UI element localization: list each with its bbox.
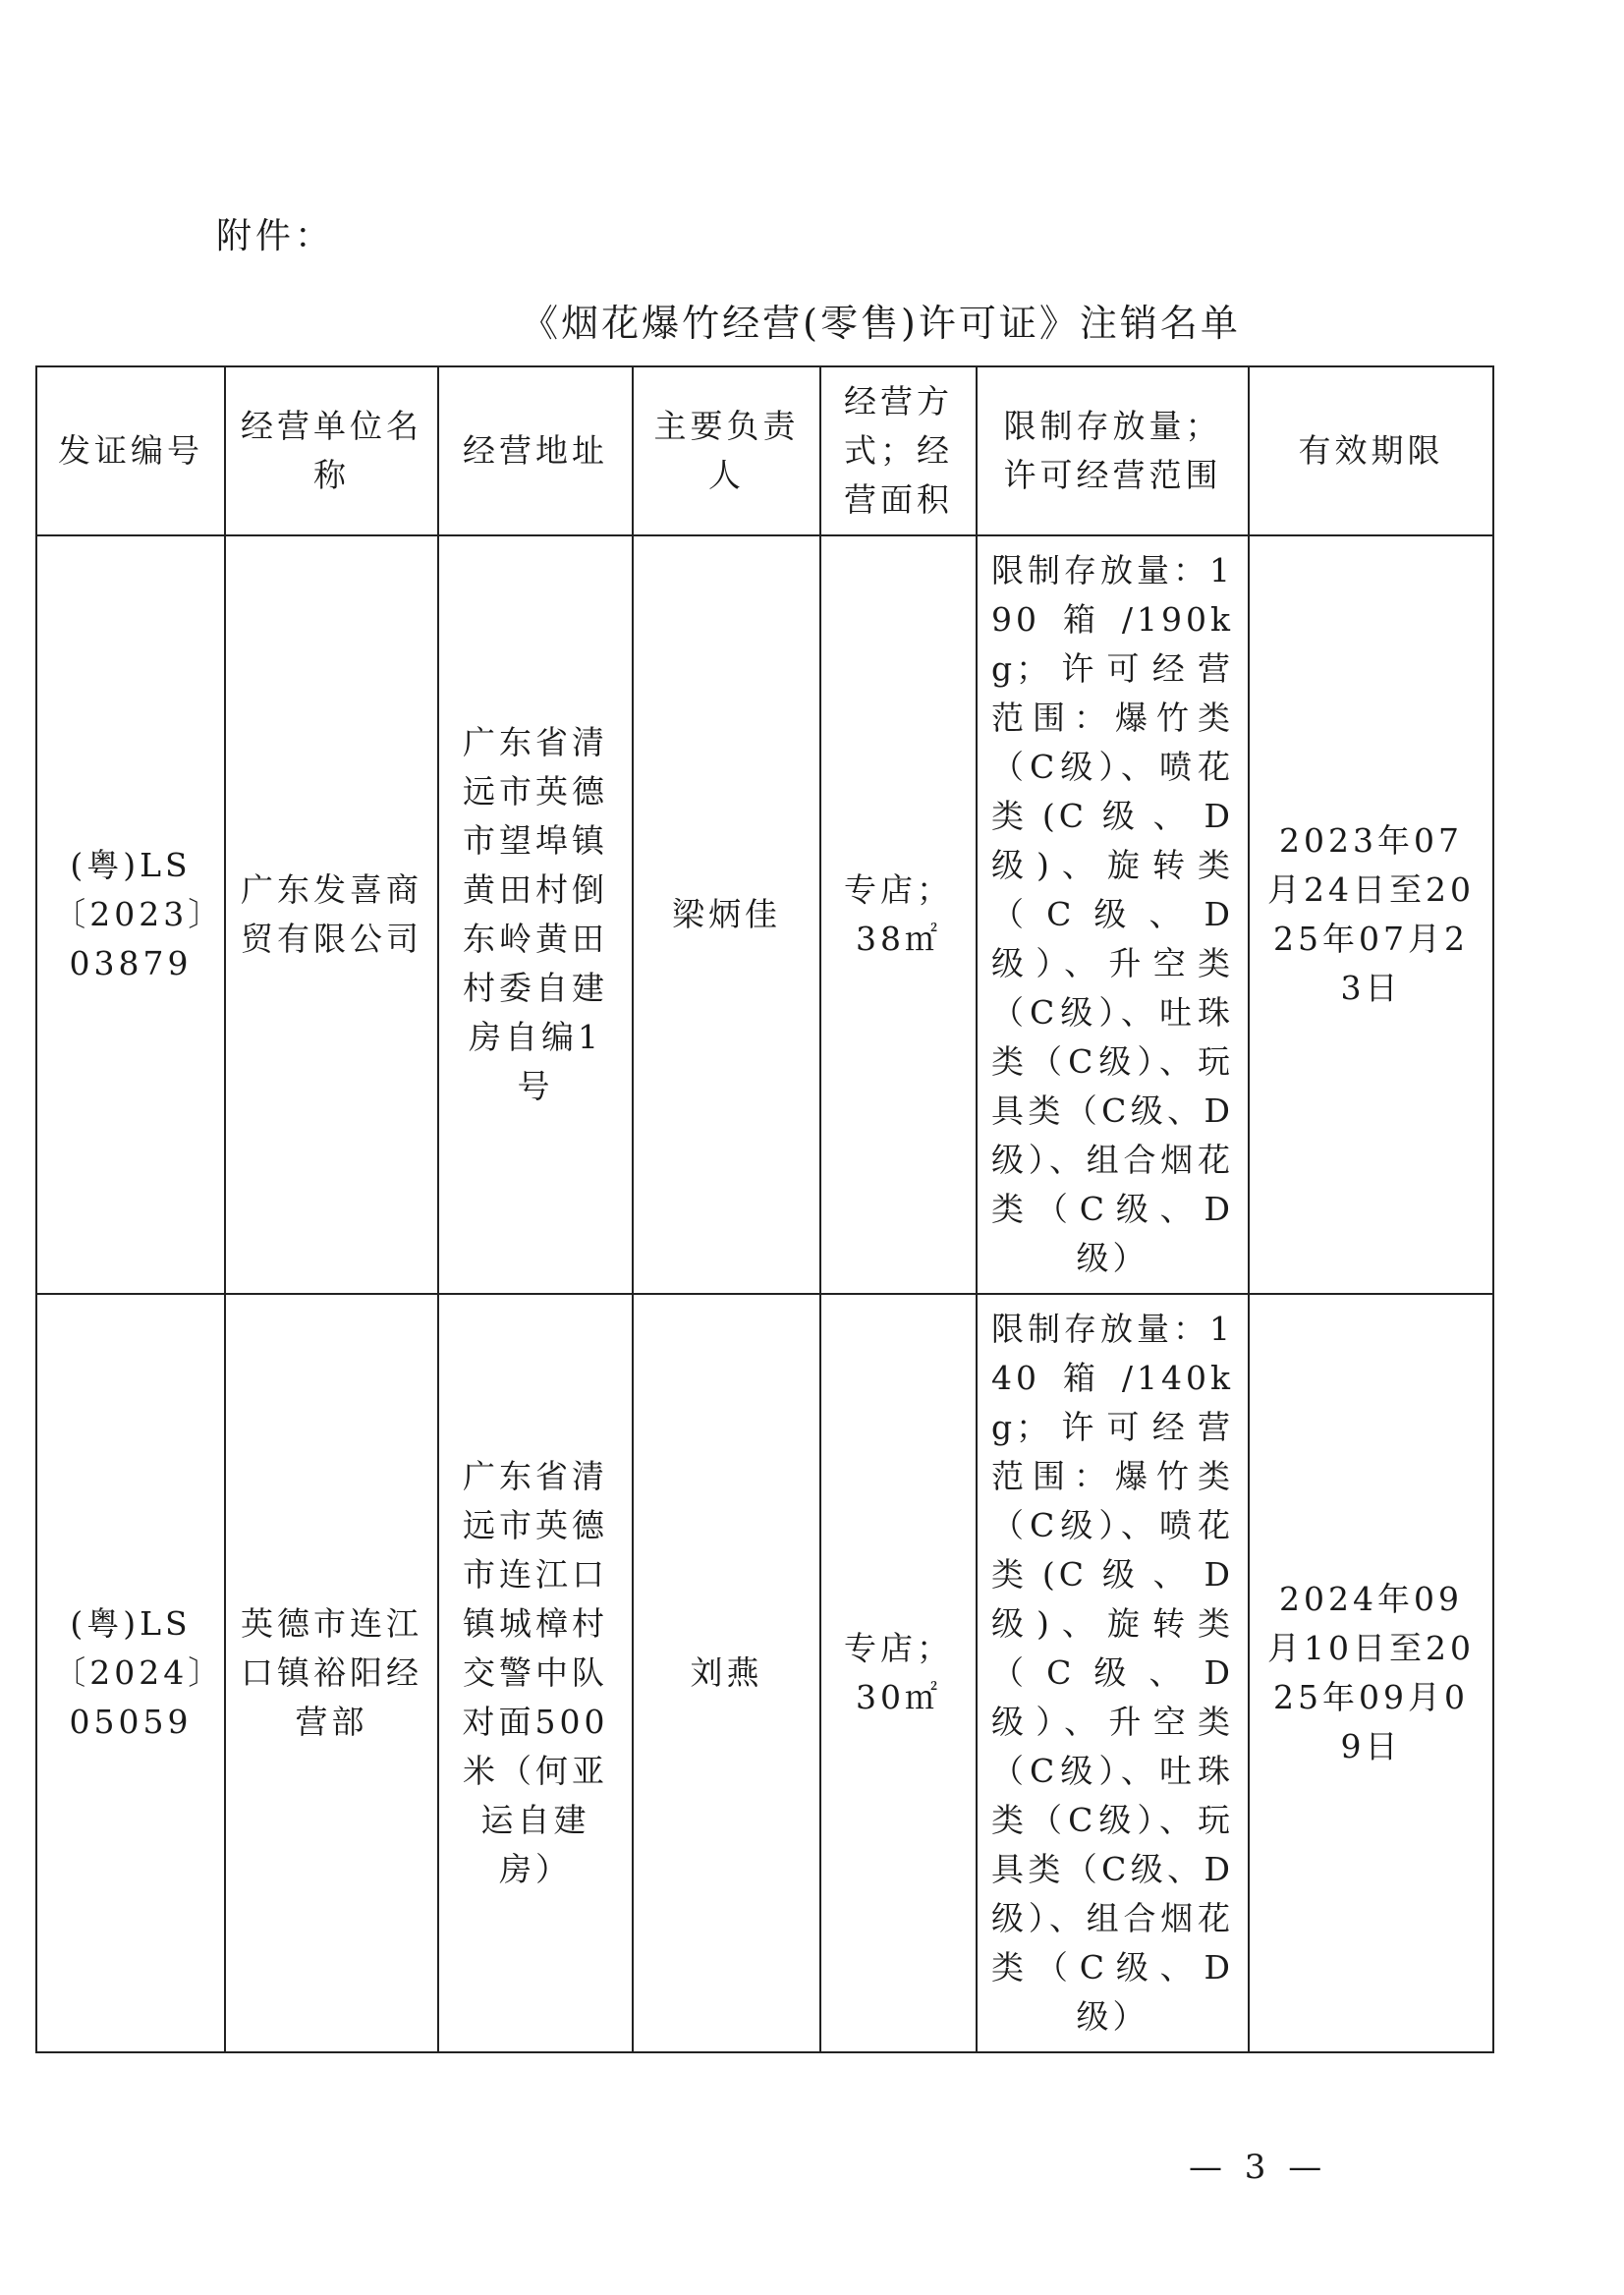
validity: 2024年09月10日至2025年09月09日 [1249,1294,1493,2052]
mode-area: 专店；30㎡ [820,1294,977,2052]
header-mode-area: 经营方式；经营面积 [820,366,977,535]
header-company: 经营单位名称 [225,366,438,535]
license-no: (粤)LS〔2024〕05059 [36,1294,225,2052]
mode-area: 专店；38㎡ [820,535,977,1294]
document-title: 《烟花爆竹经营(零售)许可证》注销名单 [521,302,1241,345]
header-validity: 有效期限 [1249,366,1493,535]
validity: 2023年07月24日至2025年07月23日 [1249,535,1493,1294]
principal: 刘燕 [633,1294,820,2052]
company: 广东发喜商贸有限公司 [225,535,438,1294]
principal: 梁炳佳 [633,535,820,1294]
license-no: (粤)LS〔2023〕03879 [36,535,225,1294]
cancellation-table [35,365,1494,2053]
address: 广东省清远市英德市连江口镇城樟村交警中队对面500米（何亚运自建房） [438,1294,633,2052]
header-principal: 主要负责人 [633,366,820,535]
company: 英德市连江口镇裕阳经营部 [225,1294,438,2052]
page-number: — 3 — [1189,2148,1328,2187]
table-header-row [36,366,1493,535]
scope: 限制存放量：190箱/190kg；许可经营范围：爆竹类（C级）、喷花类(C级、D级)、旋转类（C级、D级）、升空类（C级）、吐珠类（C级）、玩具类（C级、D级）、组合烟花类（C级、D级） [977,535,1249,1294]
header-scope: 限制存放量；许可经营范围 [977,366,1249,535]
table-row [36,1294,1493,2052]
table-row [36,535,1493,1294]
address: 广东省清远市英德市望埠镇黄田村倒东岭黄田村委自建房自编1号 [438,535,633,1294]
header-address: 经营地址 [438,366,633,535]
header-license-no: 发证编号 [36,366,225,535]
scope: 限制存放量：140箱/140kg；许可经营范围：爆竹类（C级）、喷花类(C级、D级)、旋转类（C级、D级）、升空类（C级）、吐珠类（C级）、玩具类（C级、D级）、组合烟花类（C级、D级） [977,1294,1249,2052]
attachment-label: 附件： [216,216,335,256]
